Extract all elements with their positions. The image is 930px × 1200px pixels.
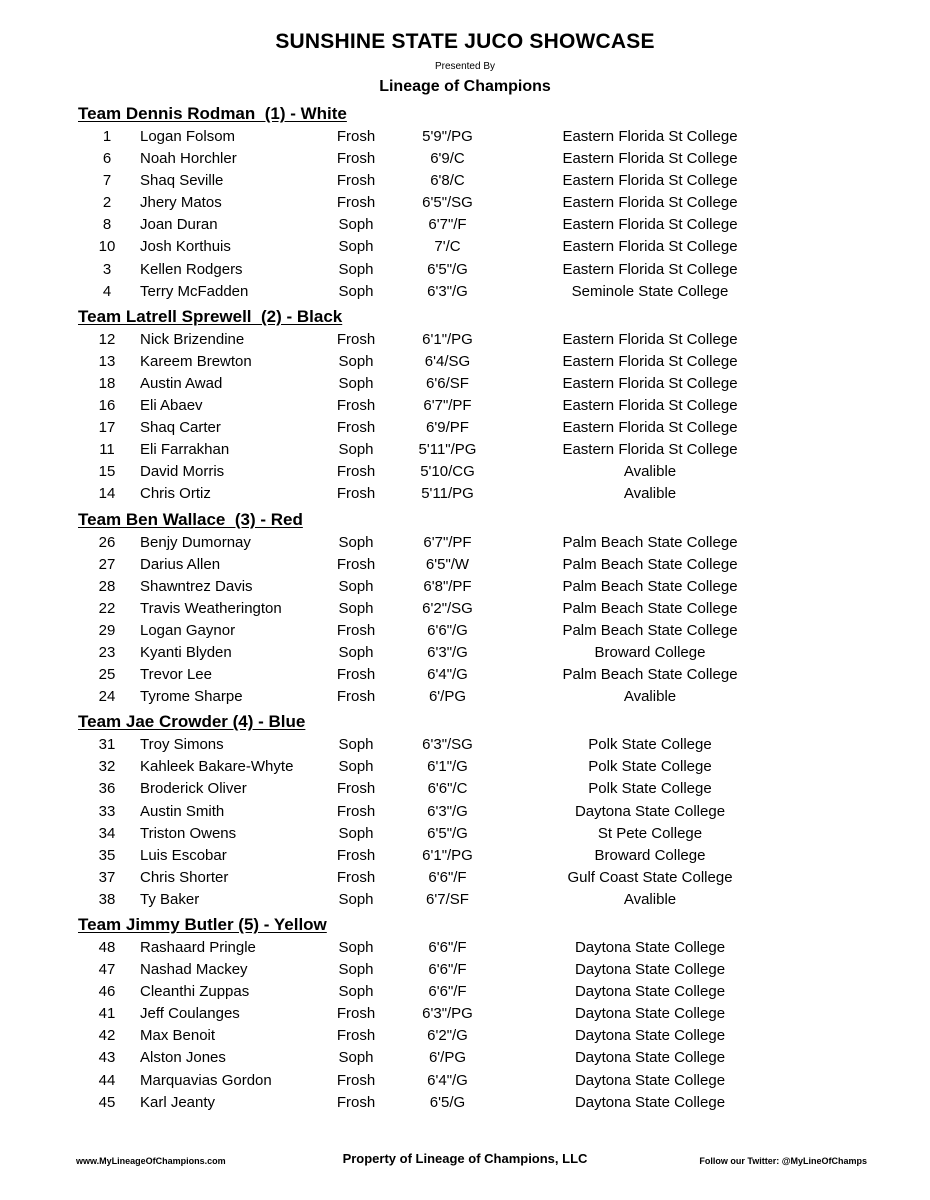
- player-name: Troy Simons: [140, 736, 224, 754]
- player-school: Eastern Florida St College: [562, 260, 738, 278]
- player-height-position: 6'/PG: [428, 1049, 467, 1067]
- player-name: Travis Weatherington: [140, 599, 282, 617]
- player-number: 3: [102, 260, 112, 278]
- player-row: [0, 192, 930, 214]
- player-row: [0, 1003, 930, 1025]
- player-name: Triston Owens: [140, 824, 237, 842]
- footer-property-notice: Property of Lineage of Champions, LLC: [342, 1151, 588, 1166]
- player-height-position: 5'11/PG: [421, 485, 474, 503]
- player-class: Frosh: [336, 128, 376, 145]
- player-number: 31: [98, 736, 116, 754]
- player-height-position: 6'/PG: [428, 688, 467, 706]
- player-class: Frosh: [336, 463, 376, 481]
- player-school: Seminole State College: [571, 282, 729, 300]
- player-height-position: 6'6"/G: [427, 621, 468, 639]
- player-number: 17: [98, 419, 116, 437]
- player-row: [0, 959, 930, 981]
- player-name: Nick Brizendine: [140, 330, 245, 348]
- player-school: Daytona State College: [574, 939, 726, 956]
- team-section: [0, 506, 930, 709]
- player-row: [0, 439, 930, 461]
- player-row: [0, 214, 930, 236]
- player-class: Soph: [338, 533, 374, 551]
- player-row: [0, 1047, 930, 1069]
- player-class: Soph: [338, 216, 374, 234]
- player-number: 34: [98, 824, 116, 842]
- player-class: Frosh: [336, 397, 376, 415]
- player-class: Frosh: [336, 688, 376, 706]
- player-number: 45: [98, 1093, 116, 1111]
- player-height-position: 6'2"/G: [427, 1027, 468, 1045]
- player-number: 11: [99, 441, 115, 459]
- player-number: 25: [98, 666, 116, 684]
- player-school: Eastern Florida St College: [562, 238, 738, 256]
- player-class: Frosh: [336, 868, 376, 886]
- player-number: 15: [98, 463, 116, 481]
- player-number: 33: [98, 802, 116, 820]
- team-section: [0, 100, 930, 303]
- player-height-position: 6'2"/SG: [422, 599, 473, 617]
- player-row: [0, 598, 930, 620]
- player-name: Rashaard Pringle: [140, 939, 256, 956]
- player-class: Soph: [338, 736, 374, 754]
- player-name: Jeff Coulanges: [140, 1005, 240, 1023]
- player-class: Frosh: [336, 485, 376, 503]
- player-number: 22: [98, 599, 116, 617]
- player-school: Palm Beach State College: [562, 533, 738, 551]
- footer-twitter: Follow our Twitter: @MyLineOfChamps: [699, 1156, 867, 1166]
- player-row: [0, 845, 930, 867]
- player-name: Noah Horchler: [140, 150, 237, 168]
- player-name: Kyanti Blyden: [140, 643, 232, 661]
- player-school: Eastern Florida St College: [562, 419, 738, 437]
- player-name: Broderick Oliver: [140, 780, 247, 798]
- player-row: [0, 1070, 930, 1092]
- player-number: 23: [98, 643, 116, 661]
- player-class: Frosh: [336, 621, 376, 639]
- player-row: [0, 642, 930, 664]
- player-school: Palm Beach State College: [562, 599, 738, 617]
- player-name: Luis Escobar: [140, 846, 227, 864]
- player-row: [0, 281, 930, 303]
- player-height-position: 6'3"/G: [427, 643, 468, 661]
- player-class: Frosh: [336, 419, 376, 437]
- player-name: Austin Awad: [140, 374, 223, 392]
- player-height-position: 5'11"/PG: [418, 441, 477, 459]
- player-row: [0, 664, 930, 686]
- player-number: 8: [102, 216, 112, 234]
- player-row: [0, 483, 930, 505]
- player-row: [0, 576, 930, 598]
- player-school: Eastern Florida St College: [562, 128, 738, 145]
- player-number: 14: [98, 485, 116, 503]
- player-name: Cleanthi Zuppas: [140, 983, 250, 1001]
- player-row: [0, 867, 930, 889]
- player-number: 24: [98, 688, 116, 706]
- player-school: Broward College: [594, 846, 706, 864]
- player-school: Eastern Florida St College: [562, 397, 738, 415]
- player-number: 43: [98, 1049, 116, 1067]
- player-school: Daytona State College: [574, 1027, 726, 1045]
- footer-website: www.MyLineageOfChampions.com: [76, 1156, 226, 1166]
- player-name: Alston Jones: [140, 1049, 226, 1067]
- player-row: [0, 823, 930, 845]
- player-height-position: 6'4"/G: [427, 1071, 468, 1089]
- player-row: [0, 686, 930, 708]
- player-height-position: 6'6"/F: [428, 983, 467, 1001]
- player-name: Logan Folsom: [140, 128, 236, 145]
- player-row: [0, 554, 930, 576]
- player-school: St Pete College: [597, 824, 703, 842]
- player-school: Broward College: [594, 643, 706, 661]
- player-row: [0, 778, 930, 800]
- player-number: 29: [98, 621, 116, 639]
- player-number: 2: [102, 194, 112, 212]
- player-number: 1: [102, 128, 112, 145]
- player-name: Joan Duran: [140, 216, 218, 234]
- player-number: 27: [98, 555, 116, 573]
- player-number: 32: [98, 758, 116, 776]
- player-name: Austin Smith: [140, 802, 225, 820]
- team-section: [0, 303, 930, 506]
- player-height-position: 6'4/SG: [424, 352, 471, 370]
- organization-name: Lineage of Champions: [379, 78, 551, 95]
- player-class: Soph: [338, 1049, 374, 1067]
- player-school: Daytona State College: [574, 1093, 726, 1111]
- player-school: Avalible: [623, 463, 677, 481]
- player-number: 7: [102, 172, 112, 190]
- player-height-position: 6'8/C: [430, 172, 465, 190]
- player-class: Soph: [338, 824, 374, 842]
- player-name: Terry McFadden: [140, 282, 249, 300]
- player-name: Chris Shorter: [140, 868, 229, 886]
- player-height-position: 6'6"/F: [428, 939, 467, 956]
- player-name: Nashad Mackey: [140, 961, 248, 979]
- player-name: Eli Farrakhan: [140, 441, 230, 459]
- player-class: Frosh: [336, 1005, 376, 1023]
- player-number: 12: [98, 330, 116, 348]
- team-rosters: [0, 100, 930, 1114]
- player-row: [0, 1025, 930, 1047]
- player-school: Palm Beach State College: [562, 621, 738, 639]
- team-header: Team Jimmy Butler (5) - Yellow: [78, 915, 327, 934]
- player-row: [0, 461, 930, 483]
- player-number: 28: [98, 577, 116, 595]
- player-name: Josh Korthuis: [140, 238, 231, 256]
- player-name: Kahleek Bakare-Whyte: [140, 758, 294, 776]
- player-name: Jhery Matos: [140, 194, 222, 212]
- player-row: [0, 1092, 930, 1114]
- player-school: Gulf Coast State College: [567, 868, 733, 886]
- player-height-position: 5'9"/PG: [422, 128, 473, 145]
- player-row: [0, 417, 930, 439]
- player-number: 42: [98, 1027, 116, 1045]
- player-name: Shaq Carter: [140, 419, 221, 437]
- player-school: Daytona State College: [574, 802, 726, 820]
- player-number: 10: [98, 238, 116, 256]
- player-class: Soph: [338, 961, 374, 979]
- player-school: Daytona State College: [574, 961, 726, 979]
- player-school: Avalible: [623, 688, 677, 706]
- player-school: Avalible: [623, 890, 677, 908]
- player-class: Frosh: [336, 846, 376, 864]
- player-school: Polk State College: [588, 780, 712, 798]
- player-name: David Morris: [140, 463, 225, 481]
- player-class: Frosh: [336, 1071, 376, 1089]
- player-class: Frosh: [336, 555, 376, 573]
- player-school: Eastern Florida St College: [562, 441, 738, 459]
- page-title: SUNSHINE STATE JUCO SHOWCASE: [275, 30, 655, 53]
- player-school: Eastern Florida St College: [562, 194, 738, 212]
- player-number: 41: [98, 1005, 116, 1023]
- player-class: Soph: [338, 577, 374, 595]
- player-name: Trevor Lee: [140, 666, 212, 684]
- player-school: Palm Beach State College: [562, 577, 738, 595]
- player-row: [0, 236, 930, 258]
- player-row: [0, 126, 930, 148]
- team-section: [0, 708, 930, 911]
- player-row: [0, 734, 930, 756]
- player-name: Shawntrez Davis: [140, 577, 253, 595]
- player-school: Daytona State College: [574, 983, 726, 1001]
- player-name: Karl Jeanty: [140, 1093, 216, 1111]
- player-height-position: 5'10/CG: [420, 463, 475, 481]
- player-class: Soph: [338, 352, 374, 370]
- player-height-position: 6'8"/PF: [423, 577, 472, 595]
- player-height-position: 6'4"/G: [427, 666, 468, 684]
- player-school: Eastern Florida St College: [562, 374, 738, 392]
- player-height-position: 6'9/C: [430, 150, 465, 168]
- player-class: Soph: [338, 643, 374, 661]
- player-row: [0, 620, 930, 642]
- player-name: Tyrome Sharpe: [140, 688, 243, 706]
- player-height-position: 6'7"/PF: [423, 397, 472, 415]
- player-row: [0, 351, 930, 373]
- player-number: 47: [98, 961, 116, 979]
- team-header: Team Latrell Sprewell (2) - Black: [78, 306, 343, 326]
- player-number: 36: [98, 780, 116, 798]
- player-number: 6: [102, 150, 112, 168]
- player-number: 37: [98, 868, 116, 886]
- player-name: Eli Abaev: [140, 397, 203, 415]
- player-height-position: 6'6"/F: [428, 868, 467, 886]
- player-number: 16: [98, 397, 116, 415]
- player-height-position: 6'5/G: [429, 1093, 466, 1111]
- player-class: Frosh: [336, 1027, 376, 1045]
- player-school: Daytona State College: [574, 1071, 726, 1089]
- player-class: Frosh: [336, 780, 376, 798]
- player-number: 48: [98, 939, 116, 956]
- player-row: [0, 532, 930, 554]
- player-row: [0, 756, 930, 778]
- presented-by-label: Presented By: [434, 61, 496, 72]
- player-row: [0, 170, 930, 192]
- player-height-position: 6'3"/SG: [422, 736, 473, 754]
- player-class: Soph: [338, 282, 374, 300]
- player-height-position: 6'6/SF: [426, 374, 469, 392]
- player-height-position: 6'1"/PG: [422, 330, 473, 348]
- player-height-position: 6'6"/F: [428, 961, 467, 979]
- player-height-position: 6'1"/G: [427, 758, 468, 776]
- team-header: Team Jae Crowder (4) - Blue: [78, 712, 306, 732]
- player-row: [0, 148, 930, 170]
- player-height-position: 6'6"/C: [427, 780, 468, 798]
- player-row: [0, 395, 930, 417]
- player-class: Soph: [338, 983, 374, 1001]
- player-height-position: 6'7"/PF: [423, 533, 472, 551]
- player-school: Eastern Florida St College: [562, 150, 738, 168]
- player-class: Soph: [338, 939, 374, 956]
- team-section: [0, 911, 930, 1114]
- player-class: Soph: [338, 441, 374, 459]
- player-class: Frosh: [336, 194, 376, 212]
- player-school: Daytona State College: [574, 1005, 726, 1023]
- player-row: [0, 937, 930, 959]
- team-header: Team Ben Wallace (3) - Red: [78, 509, 303, 529]
- player-school: Eastern Florida St College: [562, 216, 738, 234]
- player-name: Darius Allen: [140, 555, 221, 573]
- player-name: Chris Ortiz: [140, 485, 211, 503]
- player-class: Soph: [338, 758, 374, 776]
- player-class: Frosh: [336, 172, 376, 190]
- player-number: 4: [102, 282, 112, 300]
- player-height-position: 6'3"/G: [427, 802, 468, 820]
- player-class: Soph: [338, 260, 374, 278]
- player-class: Frosh: [336, 1093, 376, 1111]
- player-name: Kareem Brewton: [140, 352, 252, 370]
- player-number: 35: [98, 846, 116, 864]
- player-height-position: 6'7"/F: [428, 216, 467, 234]
- player-class: Frosh: [336, 666, 376, 684]
- player-height-position: 6'3"/G: [427, 282, 468, 300]
- player-school: Eastern Florida St College: [562, 352, 738, 370]
- player-class: Soph: [338, 374, 374, 392]
- player-school: Avalible: [623, 485, 677, 503]
- player-number: 13: [98, 352, 116, 370]
- player-number: 18: [98, 374, 116, 392]
- player-class: Soph: [338, 599, 374, 617]
- player-height-position: 6'5"/G: [427, 824, 468, 842]
- team-header: Team Dennis Rodman (1) - White: [78, 104, 347, 123]
- player-name: Benjy Dumornay: [140, 533, 251, 551]
- player-number: 26: [98, 533, 116, 551]
- player-height-position: 6'7/SF: [426, 890, 469, 908]
- player-school: Eastern Florida St College: [562, 330, 738, 348]
- player-name: Max Benoit: [140, 1027, 216, 1045]
- player-row: [0, 801, 930, 823]
- player-class: Frosh: [336, 802, 376, 820]
- player-class: Frosh: [336, 150, 376, 168]
- player-name: Logan Gaynor: [140, 621, 236, 639]
- player-school: Polk State College: [588, 736, 712, 754]
- player-number: 38: [98, 890, 116, 908]
- player-school: Polk State College: [588, 758, 712, 776]
- player-school: Eastern Florida St College: [562, 172, 738, 190]
- player-row: [0, 329, 930, 351]
- player-name: Marquavias Gordon: [140, 1071, 272, 1089]
- player-school: Palm Beach State College: [562, 555, 738, 573]
- player-row: [0, 373, 930, 395]
- player-name: Kellen Rodgers: [140, 260, 243, 278]
- player-name: Shaq Seville: [140, 172, 224, 190]
- player-number: 46: [98, 983, 116, 1001]
- player-class: Soph: [338, 238, 374, 256]
- player-row: [0, 259, 930, 281]
- player-height-position: 6'3"/PG: [422, 1005, 473, 1023]
- player-class: Soph: [338, 890, 374, 908]
- player-height-position: 6'5"/W: [425, 555, 470, 573]
- player-class: Frosh: [336, 330, 376, 348]
- player-name: Ty Baker: [140, 890, 200, 908]
- player-height-position: 6'5"/G: [427, 260, 468, 278]
- player-number: 44: [98, 1071, 116, 1089]
- player-row: [0, 981, 930, 1003]
- player-height-position: 6'9/PF: [426, 419, 469, 437]
- player-school: Daytona State College: [574, 1049, 726, 1067]
- player-school: Palm Beach State College: [562, 666, 738, 684]
- player-row: [0, 889, 930, 911]
- player-height-position: 6'5"/SG: [422, 194, 473, 212]
- player-height-position: 7'/C: [434, 238, 461, 256]
- player-height-position: 6'1"/PG: [422, 846, 473, 864]
